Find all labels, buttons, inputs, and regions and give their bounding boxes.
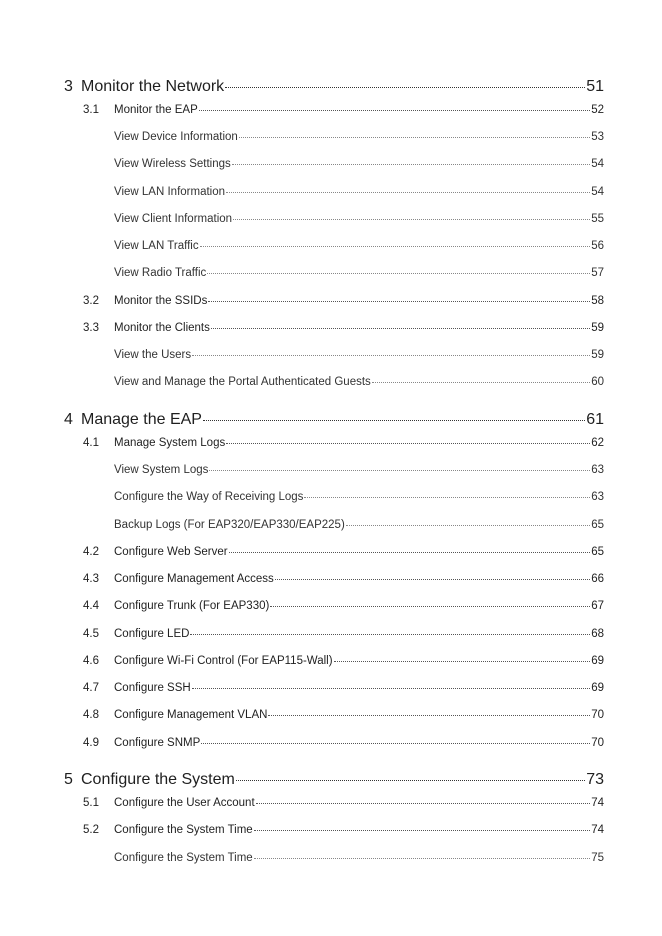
toc-entry-page-number: 70	[591, 709, 604, 721]
dot-leader	[192, 355, 590, 356]
toc-entry-page-number: 69	[591, 655, 604, 667]
toc-entry-title: View System Logs	[114, 464, 209, 476]
toc-section-entry[interactable]	[83, 682, 604, 698]
toc-section-entry[interactable]	[83, 737, 604, 753]
toc-entry-title: Manage the EAP	[81, 411, 202, 428]
toc-entry-number: 4	[64, 411, 73, 428]
toc-sub-entry[interactable]	[114, 349, 604, 365]
toc-entry-title: View Client Information	[114, 213, 233, 225]
toc-entry-title: View Wireless Settings	[114, 158, 231, 170]
dot-leader	[190, 634, 590, 635]
dot-leader	[201, 743, 590, 744]
toc-section-entry[interactable]	[83, 797, 604, 813]
dot-leader	[200, 246, 591, 247]
toc-section-entry[interactable]	[83, 437, 604, 453]
toc-sub-entry[interactable]	[114, 240, 604, 256]
toc-entry-number: 3.3	[83, 322, 99, 334]
toc-entry-page-number: 59	[591, 349, 604, 361]
toc-sub-entry[interactable]	[114, 131, 604, 147]
toc-entry-page-number: 62	[591, 437, 604, 449]
toc-entry-title: Monitor the SSIDs	[114, 295, 208, 307]
toc-entry-number: 5	[64, 771, 73, 788]
toc-entry-page-number: 52	[591, 104, 604, 116]
toc-chapter-entry[interactable]	[64, 78, 604, 100]
toc-entry-page-number: 74	[591, 824, 604, 836]
toc-sub-entry[interactable]	[114, 519, 604, 535]
dot-leader	[275, 579, 590, 580]
toc-entry-page-number: 65	[591, 519, 604, 531]
dot-leader	[208, 301, 590, 302]
toc-entry-title: Configure SSH	[114, 682, 191, 694]
dot-leader	[346, 525, 590, 526]
toc-sub-entry[interactable]	[114, 852, 604, 868]
toc-sub-entry[interactable]	[114, 213, 604, 229]
toc-entry-title: View LAN Traffic	[114, 240, 199, 252]
toc-section-entry[interactable]	[83, 104, 604, 120]
dot-leader	[236, 780, 585, 781]
dot-leader	[372, 382, 590, 383]
toc-entry-title: Configure Trunk (For EAP330)	[114, 600, 270, 612]
dot-leader	[334, 661, 591, 662]
toc-entry-number: 4.5	[83, 628, 99, 640]
toc-entry-title: Configure Management VLAN	[114, 709, 268, 721]
toc-entry-page-number: 53	[591, 131, 604, 143]
toc-chapter-entry[interactable]	[64, 411, 604, 433]
dot-leader	[304, 497, 590, 498]
toc-section-entry[interactable]	[83, 655, 604, 671]
dot-leader	[209, 470, 590, 471]
toc-entry-title: Monitor the Clients	[114, 322, 210, 334]
toc-entry-page-number: 55	[591, 213, 604, 225]
dot-leader	[226, 443, 590, 444]
toc-entry-page-number: 59	[591, 322, 604, 334]
toc-entry-page-number: 56	[591, 240, 604, 252]
toc-entry-title: View the Users	[114, 349, 192, 361]
toc-chapter-entry[interactable]	[64, 771, 604, 793]
toc-entry-title: Configure the System Time	[114, 824, 253, 836]
dot-leader	[192, 688, 590, 689]
toc-section-entry[interactable]	[83, 322, 604, 338]
toc-entry-title: Configure Web Server	[114, 546, 228, 558]
toc-entry-title: Configure the System Time	[114, 852, 253, 864]
toc-section-entry[interactable]	[83, 628, 604, 644]
toc-entry-title: Configure Wi-Fi Control (For EAP115-Wall)	[114, 655, 333, 667]
toc-entry-number: 4.3	[83, 573, 99, 585]
toc-entry-page-number: 65	[591, 546, 604, 558]
toc-entry-title: Monitor the Network	[81, 78, 225, 95]
toc-section-entry[interactable]	[83, 709, 604, 725]
toc-entry-number: 4.4	[83, 600, 99, 612]
toc-entry-title: Configure LED	[114, 628, 190, 640]
dot-leader	[256, 803, 591, 804]
toc-entry-title: Monitor the EAP	[114, 104, 198, 116]
toc-entry-title: View Device Information	[114, 131, 238, 143]
toc-entry-number: 4.6	[83, 655, 99, 667]
toc-sub-entry[interactable]	[114, 376, 604, 392]
toc-entry-title: Configure SNMP	[114, 737, 201, 749]
toc-entry-title: View LAN Information	[114, 186, 226, 198]
dot-leader	[254, 830, 591, 831]
dot-leader	[203, 420, 585, 421]
toc-entry-number: 3	[64, 78, 73, 95]
toc-entry-number: 4.7	[83, 682, 99, 694]
toc-entry-title: Configure the User Account	[114, 797, 255, 809]
toc-entry-number: 3.1	[83, 104, 99, 116]
toc-section-entry[interactable]	[83, 546, 604, 562]
toc-entry-title: Manage System Logs	[114, 437, 226, 449]
toc-section-entry[interactable]	[83, 573, 604, 589]
toc-entry-number: 5.1	[83, 797, 99, 809]
toc-entry-page-number: 68	[591, 628, 604, 640]
dot-leader	[211, 328, 590, 329]
dot-leader	[225, 87, 585, 88]
toc-entry-page-number: 58	[591, 295, 604, 307]
dot-leader	[233, 219, 590, 220]
toc-entry-title: View and Manage the Portal Authenticated Guests	[114, 376, 371, 388]
toc-entry-page-number: 69	[591, 682, 604, 694]
toc-entry-number: 4.8	[83, 709, 99, 721]
toc-entry-page-number: 60	[591, 376, 604, 388]
toc-entry-page-number: 75	[591, 852, 604, 864]
toc-entry-title: View Radio Traffic	[114, 267, 207, 279]
dot-leader	[199, 110, 590, 111]
toc-entry-title: Backup Logs (For EAP320/EAP330/EAP225)	[114, 519, 345, 531]
toc-sub-entry[interactable]	[114, 267, 604, 283]
toc-entry-number: 4.9	[83, 737, 99, 749]
toc-entry-page-number: 61	[586, 411, 604, 428]
dot-leader	[232, 164, 590, 165]
dot-leader	[239, 137, 590, 138]
toc-entry-title: Configure the Way of Receiving Logs	[114, 491, 304, 503]
toc-sub-entry[interactable]	[114, 158, 604, 174]
toc-entry-page-number: 54	[591, 158, 604, 170]
toc-entry-number: 4.1	[83, 437, 99, 449]
dot-leader	[268, 715, 590, 716]
dot-leader	[229, 552, 591, 553]
toc-entry-page-number: 57	[591, 267, 604, 279]
dot-leader	[207, 273, 590, 274]
toc-entry-page-number: 74	[591, 797, 604, 809]
toc-entry-page-number: 70	[591, 737, 604, 749]
toc-entry-page-number: 67	[591, 600, 604, 612]
toc-sub-entry[interactable]	[114, 491, 604, 507]
toc-entry-page-number: 66	[591, 573, 604, 585]
toc-entry-page-number: 63	[591, 491, 604, 503]
toc-entry-number: 3.2	[83, 295, 99, 307]
dot-leader	[254, 858, 591, 859]
toc-section-entry[interactable]	[83, 295, 604, 311]
toc-section-entry[interactable]	[83, 600, 604, 616]
dot-leader	[270, 606, 590, 607]
toc-section-entry[interactable]	[83, 824, 604, 840]
toc-sub-entry[interactable]	[114, 464, 604, 480]
toc-entry-number: 4.2	[83, 546, 99, 558]
toc-entry-number: 5.2	[83, 824, 99, 836]
toc-entry-page-number: 51	[586, 78, 604, 95]
toc-entry-title: Configure Management Access	[114, 573, 274, 585]
toc-entry-page-number: 54	[591, 186, 604, 198]
toc-entry-page-number: 63	[591, 464, 604, 476]
dot-leader	[226, 192, 590, 193]
toc-entry-page-number: 73	[586, 771, 604, 788]
toc-sub-entry[interactable]	[114, 186, 604, 202]
toc-entry-title: Configure the System	[81, 771, 235, 788]
